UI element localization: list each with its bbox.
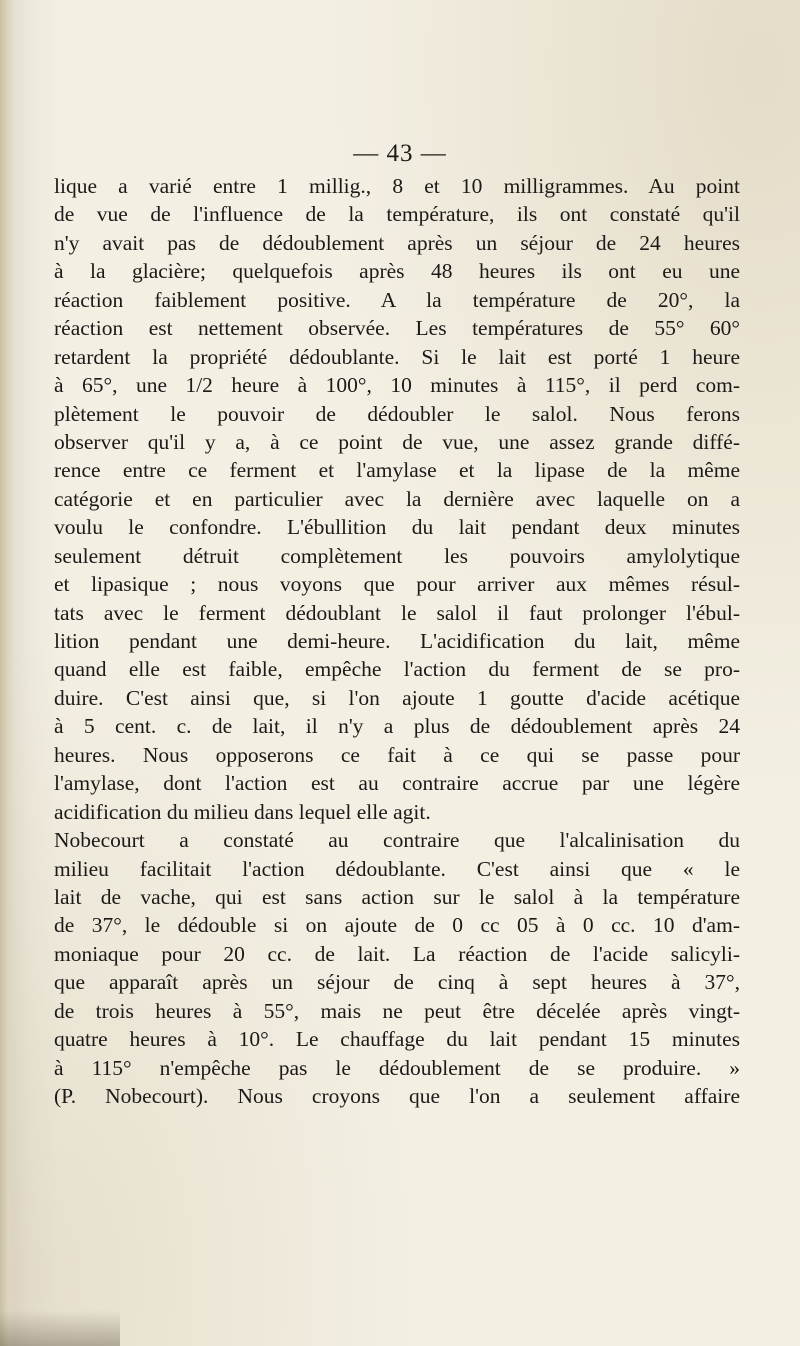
- text-line: tats avec le ferment dédoublant le salol il faut prolonger l'ébul-: [54, 600, 740, 625]
- text-line: plètement le pouvoir de dédoubler le salol. Nous ferons: [54, 401, 740, 426]
- text-line: à 115° n'empêche pas le dédoublement de se produire. »: [54, 1055, 740, 1080]
- text-line: moniaque pour 20 cc. de lait. La réaction de l'acide salicyli-: [54, 941, 740, 966]
- text-line: duire. C'est ainsi que, si l'on ajoute 1 goutte d'acide acétique: [54, 685, 740, 710]
- text-line: à 5 cent. c. de lait, il n'y a plus de dédoublement après 24: [54, 714, 740, 739]
- text-line: rence entre ce ferment et l'amylase et la lipase de la même: [54, 458, 740, 483]
- paragraph-end-line: acidification du milieu dans lequel elle agit.: [54, 799, 431, 824]
- page-number: — 43 —: [353, 140, 447, 167]
- text-line: heures. Nous opposerons ce fait à ce qui se passe pour: [54, 742, 740, 767]
- text-line: réaction faiblement positive. A la température de 20°, la: [54, 287, 740, 312]
- text-line: lition pendant une demi-heure. L'acidification du lait, même: [54, 629, 740, 653]
- text-line: de 37°, le dédouble si on ajoute de 0 cc 05 à 0 cc. 10 d'am-: [54, 913, 740, 938]
- text-line: seulement détruit complètement les pouvoirs amylolytique: [54, 543, 740, 568]
- text-line: à 65°, une 1/2 heure à 100°, 10 minutes à 115°, il perd com-: [54, 373, 740, 398]
- text-line: de vue de l'influence de la température, ils ont constaté qu'il: [54, 202, 740, 227]
- text-line: voulu le confondre. L'ébullition du lait pendant deux minutes: [54, 515, 740, 540]
- body-text: [54, 172, 740, 1110]
- text-line: de trois heures à 55°, mais ne peut être décelée après vingt-: [54, 998, 740, 1023]
- text-line: observer qu'il y a, à ce point de vue, une assez grande diffé-: [54, 429, 740, 454]
- text-line: lait de vache, qui est sans action sur le salol à la température: [54, 884, 740, 909]
- text-line: n'y avait pas de dédoublement après un séjour de 24 heures: [54, 230, 740, 255]
- text-line: et lipasique ; nous voyons que pour arriver aux mêmes résul-: [54, 572, 740, 597]
- text-line: catégorie et en particulier avec la dernière avec laquelle on a: [54, 486, 740, 511]
- page-bottom-shadow: [0, 1310, 120, 1346]
- text-line: (P. Nobecourt). Nous croyons que l'on a seulement affaire: [54, 1084, 740, 1108]
- text-line: retardent la propriété dédoublante. Si le lait est porté 1 heure: [54, 344, 740, 369]
- text-line: quand elle est faible, empêche l'action du ferment de se pro-: [54, 657, 740, 682]
- page-binding-edge: [0, 0, 14, 1346]
- text-line: milieu facilitait l'action dédoublante. C'est ainsi que « le: [54, 856, 740, 881]
- text-line: lique a varié entre 1 millig., 8 et 10 milligrammes. Au point: [54, 174, 740, 198]
- text-line: quatre heures à 10°. Le chauffage du lait pendant 15 minutes: [54, 1027, 740, 1052]
- paragraph-start-line: Nobecourt a constaté au contraire que l'alcalinisation du: [54, 828, 740, 853]
- text-line: l'amylase, dont l'action est au contraire accrue par une légère: [54, 771, 740, 796]
- text-line: que apparaît après un séjour de cinq à sept heures à 37°,: [54, 970, 740, 995]
- text-line: réaction est nettement observée. Les températures de 55° 60°: [54, 316, 740, 341]
- text-line: à la glacière; quelquefois après 48 heures ils ont eu une: [54, 259, 740, 284]
